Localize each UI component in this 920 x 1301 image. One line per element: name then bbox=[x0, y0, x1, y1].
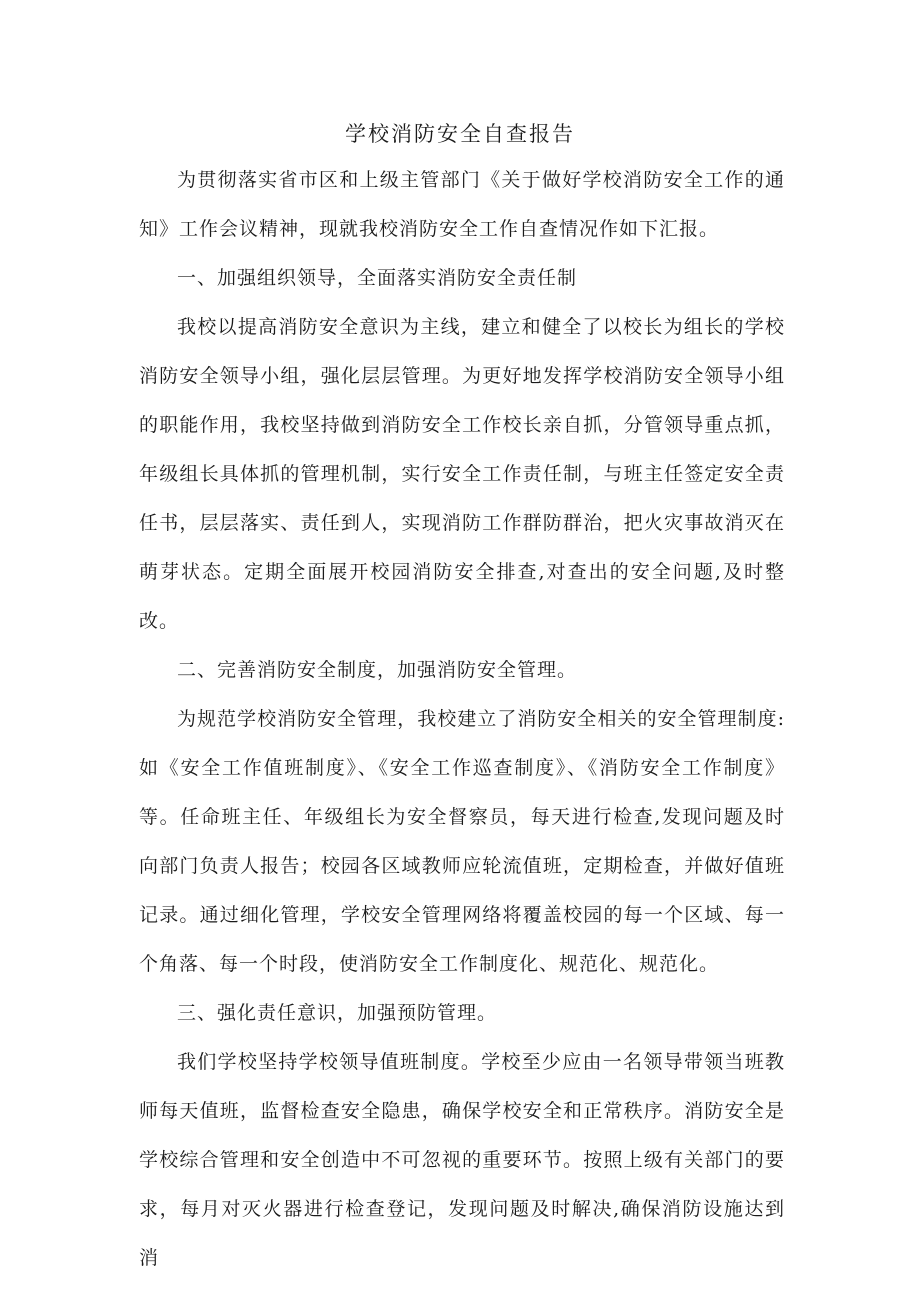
section-1-paragraph: 我校以提高消防安全意识为主线，建立和健全了以校长为组长的学校消防安全领导小组，强化层层管理。为更好地发挥学校消防安全领导小组的职能作用，我校坚持做到消防安全工作校长亲自抓，分管领导重点抓，年级组长具体抓的管理机制，实行安全工作责任制，与班主任签定安全责任书，层层落实、责任到人，实现消防工作群防群治，把火灾事故消灭在萌芽状态。定期全面展开校园消防安全排查,对查出的安全问题,及时整改。 bbox=[139, 316, 785, 632]
document-title: 学校消防安全自查报告 bbox=[345, 122, 575, 146]
section-2-paragraph: 为规范学校消防安全管理，我校建立了消防安全相关的安全管理制度:如《安全工作值班制度》、《安全工作巡查制度》、《消防安全工作制度》等。任命班主任、年级组长为安全督察员，每天进行检查,发现问题及时向部门负责人报告；校园各区域教师应轮流值班，定期检查，并做好值班记录。通过细化管理，学校安全管理网络将覆盖校园的每一个区域、每一个角落、每一个时段，使消防安全工作制度化、规范化、规范化。 bbox=[139, 708, 785, 975]
section-heading-3: 三、强化责任意识，加强预防管理。 bbox=[177, 1002, 498, 1024]
section-3-paragraph: 我们学校坚持学校领导值班制度。学校至少应由一名领导带领当班教师每天值班，监督检查安全隐患，确保学校安全和正常秩序。消防安全是学校综合管理和安全创造中不可忽视的重要环节。按照上级有关部门的要求，每月对灭火器进行检查登记，发现问题及时解决,确保消防设施达到消 bbox=[139, 1051, 785, 1269]
section-heading-1: 一、加强组织领导，全面落实消防安全责任制 bbox=[177, 267, 578, 289]
document-body bbox=[139, 156, 785, 1283]
intro-paragraph: 为贯彻落实省市区和上级主管部门《关于做好学校消防安全工作的通知》工作会议精神，现就我校消防安全工作自查情况作如下汇报。 bbox=[139, 169, 785, 240]
section-heading-2: 二、完善消防安全制度，加强消防安全管理。 bbox=[177, 659, 578, 681]
